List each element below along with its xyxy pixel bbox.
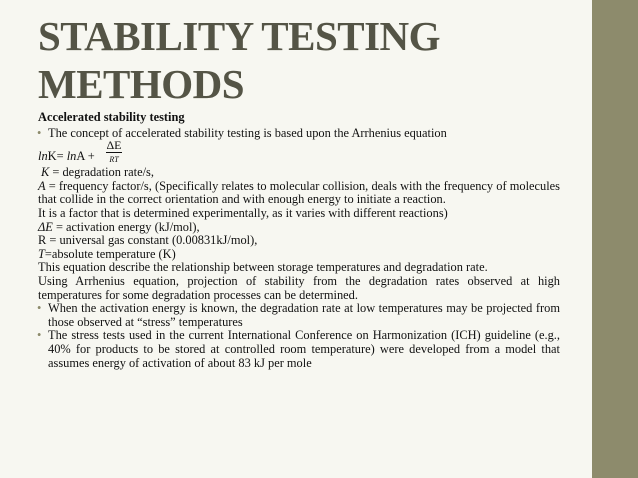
arrhenius-equation	[38, 138, 560, 166]
bullet-text: When the activation energy is known, the degradation rate at low temperatures may be projected from those observed at “stress” temperatures	[48, 301, 560, 329]
t-definition: T=absolute temperature (K)	[38, 246, 176, 261]
section-subtitle: Accelerated stability testing	[38, 110, 185, 124]
fraction-bar	[106, 152, 122, 153]
factor-line: It is a factor that is determined experimentally, as it varies with different reactions)	[38, 205, 448, 220]
using-paragraph: Using Arrhenius equation, projection of stability from the degradation rates observed at high temperatures for some degradation processes can be determined.	[38, 273, 560, 302]
fraction-numerator: ΔE	[106, 138, 122, 153]
bullet-activation-energy	[38, 302, 560, 329]
k-definition: K = degradation rate/s,	[41, 165, 154, 180]
relationship-line: This equation describe the relationship between storage temperatures and degradation rate.	[38, 260, 488, 275]
bullet-dot-icon: •	[37, 125, 42, 140]
a-definition: A = frequency factor/s, (Specifically relates to molecular collision, deals with the frequency of molecules that collide in the correct orientation and with enough energy to initiate a reaction.	[38, 178, 560, 207]
title-line-2: METHODS	[38, 61, 245, 107]
bullet-dot-icon: •	[37, 328, 42, 343]
fraction-denominator: RT	[109, 155, 119, 165]
equation-lhs: lnK= lnA +	[38, 149, 95, 164]
e-definition: ΔE = activation energy (kJ/mol),	[38, 219, 200, 234]
bullet-ich-guideline	[38, 329, 560, 370]
slide-body	[38, 111, 560, 370]
right-accent-bar	[592, 0, 638, 478]
r-definition: R = universal gas constant (0.00831kJ/mol),	[38, 233, 258, 248]
bullet-text: The stress tests used in the current International Conference on Harmonization (ICH) guideline (e.g., 40% for products to be stored at controlled room temperature) were developed from a model that assumes energy of activation of about 83 kJ per mole	[48, 328, 560, 370]
slide-title	[38, 12, 440, 108]
title-line-1: STABILITY TESTING	[38, 13, 441, 59]
bullet-text: The concept of accelerated stability testing is based upon the Arrhenius equation	[48, 125, 447, 140]
equation-fraction	[106, 140, 122, 165]
bullet-dot-icon: •	[37, 301, 42, 316]
